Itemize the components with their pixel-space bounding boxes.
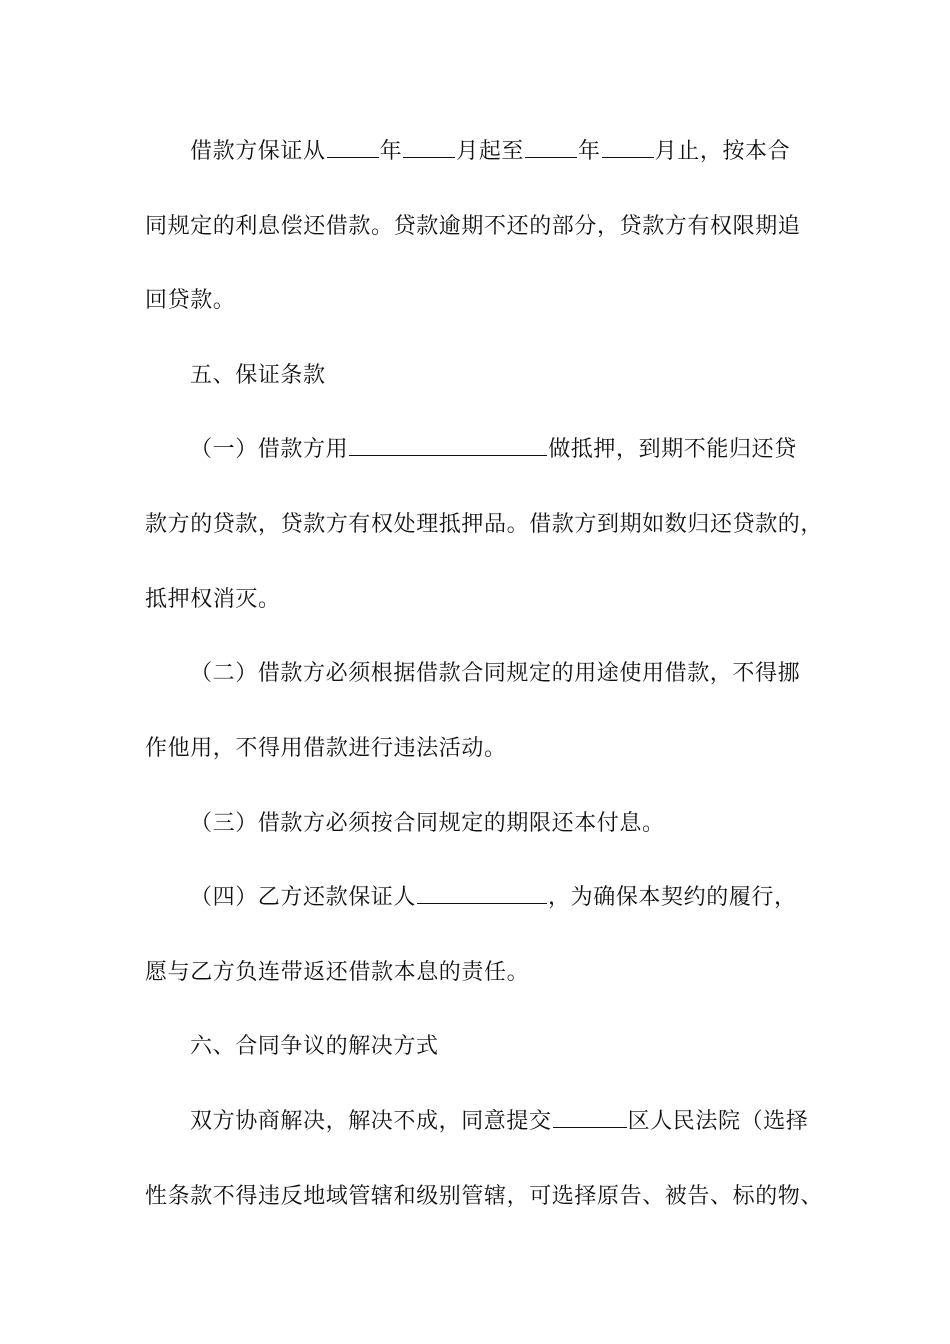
blank-guarantor xyxy=(417,883,547,904)
blank-end-year xyxy=(525,137,577,158)
clause-1-line-1 xyxy=(190,435,797,465)
section-heading-dispute: 六、合同争议的解决方式 xyxy=(190,1034,439,1059)
paragraph-repayment-line-2: 同规定的利息偿还借款。贷款逾期不还的部分，贷款方有权限期追 xyxy=(145,214,801,239)
text: 月止，按本合 xyxy=(654,139,791,164)
text: （一）借款方用 xyxy=(190,437,349,462)
paragraph-repayment-line-1 xyxy=(190,137,790,167)
clause-4-line-1 xyxy=(190,883,797,913)
blank-start-year xyxy=(327,137,379,158)
clause-4-line-2: 愿与乙方负连带返还借款本息的责任。 xyxy=(145,960,530,985)
text: 区人民法院（选择 xyxy=(627,1109,809,1134)
blank-end-month xyxy=(602,137,654,158)
section-heading-guarantee: 五、保证条款 xyxy=(190,363,326,388)
clause-1-line-2: 款方的贷款，贷款方有权处理抵押品。借款方到期如数归还贷款的， xyxy=(145,512,824,537)
text: 做抵押，到期不能归还贷 xyxy=(548,437,797,462)
text: 年 xyxy=(578,139,601,164)
text: 借款方保证从 xyxy=(190,139,326,164)
blank-collateral xyxy=(349,435,547,456)
blank-start-month xyxy=(403,137,455,158)
clause-2-line-2: 作他用，不得用借款进行违法活动。 xyxy=(145,736,507,761)
text: 月起至 xyxy=(456,139,525,164)
dispute-line-2: 性条款不得违反地域管辖和级别管辖，可选择原告、被告、标的物、 xyxy=(145,1184,824,1209)
clause-3: （三）借款方必须按合同规定的期限还本付息。 xyxy=(190,811,665,836)
clause-2-line-1: （二）借款方必须根据借款合同规定的用途使用借款，不得挪 xyxy=(190,661,801,686)
dispute-line-1 xyxy=(190,1107,808,1137)
text: 年 xyxy=(379,139,403,164)
blank-court xyxy=(553,1107,627,1128)
clause-1-line-3: 抵押权消灭。 xyxy=(145,587,281,612)
paragraph-repayment-line-3: 回贷款。 xyxy=(145,288,236,313)
text: 双方协商解决，解决不成，同意提交 xyxy=(190,1109,552,1134)
text: （四）乙方还款保证人 xyxy=(190,885,417,910)
text: ，为确保本契约的履行， xyxy=(548,885,797,910)
